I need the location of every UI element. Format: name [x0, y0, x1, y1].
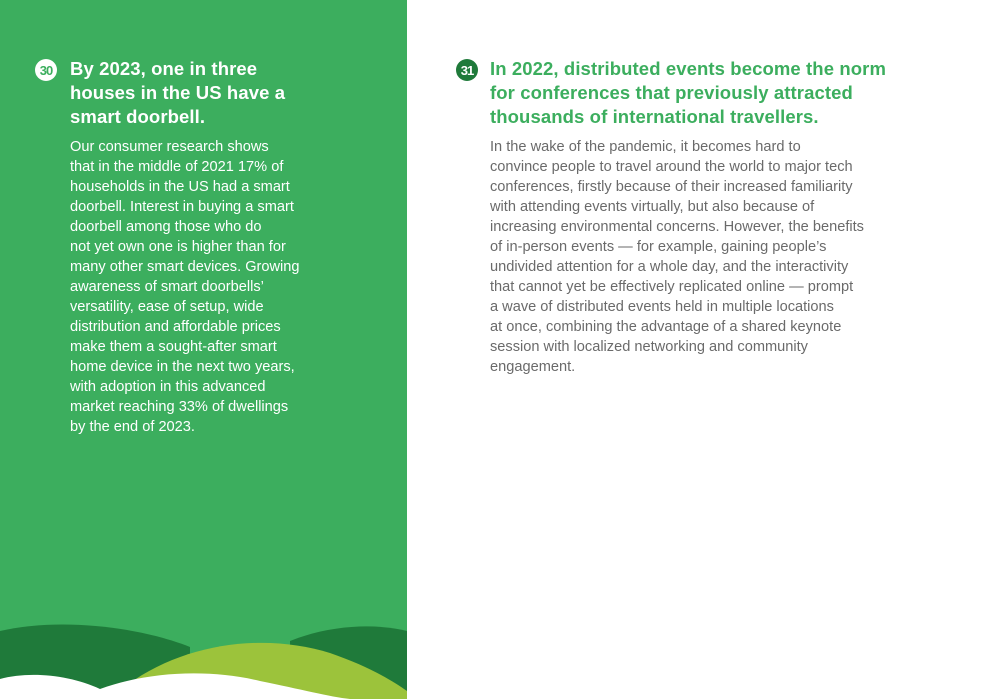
body-line: with adoption in this advanced: [70, 379, 266, 395]
body-line: Our consumer research shows: [70, 139, 269, 155]
body-line: doorbell. Interest in buying a smart: [70, 199, 294, 215]
body-line: market reaching 33% of dwellings: [70, 399, 289, 415]
body-line: engagement.: [490, 359, 576, 375]
body-line: doorbell among those who do: [70, 219, 262, 235]
heading-line: In 2022, distributed events become the norm: [490, 58, 886, 79]
body-line: with attending events virtually, but also because of: [490, 199, 815, 215]
body-line: convince people to travel around the world to major tech: [490, 159, 853, 175]
left-heading: [70, 57, 370, 129]
body-line: households in the US had a smart: [70, 179, 290, 195]
decorative-hills-graphic: [0, 619, 407, 699]
right-heading: [490, 57, 930, 129]
body-line: undivided attention for a whole day, and the interactivity: [490, 259, 849, 275]
body-line: of in-person events — for example, gaining people’s: [490, 239, 827, 255]
body-line: In the wake of the pandemic, it becomes hard to: [490, 139, 801, 155]
body-line: conferences, firstly because of their increased familiarity: [490, 179, 853, 195]
heading-line: By 2023, one in three: [70, 58, 258, 79]
body-line: awareness of smart doorbells’: [70, 279, 264, 295]
heading-line: houses in the US have a: [70, 82, 286, 103]
heading-line: thousands of international travellers.: [490, 106, 819, 127]
body-line: home device in the next two years,: [70, 359, 295, 375]
body-line: a wave of distributed events held in multiple locations: [490, 299, 834, 315]
body-line: that cannot yet be effectively replicated online — prompt: [490, 279, 854, 295]
item-number-badge-30: 30: [35, 59, 57, 81]
body-line: make them a sought-after smart: [70, 339, 277, 355]
body-line: versatility, ease of setup, wide: [70, 299, 264, 315]
heading-line: smart doorbell.: [70, 106, 206, 127]
body-line: distribution and affordable prices: [70, 319, 281, 335]
right-body-text: [490, 137, 920, 377]
body-line: by the end of 2023.: [70, 419, 195, 435]
heading-line: for conferences that previously attracted: [490, 82, 853, 103]
body-line: at once, combining the advantage of a shared keynote: [490, 319, 842, 335]
body-line: that in the middle of 2021 17% of: [70, 159, 284, 175]
body-line: session with localized networking and community: [490, 339, 808, 355]
body-line: many other smart devices. Growing: [70, 259, 300, 275]
body-line: not yet own one is higher than for: [70, 239, 286, 255]
item-number-badge-31: 31: [456, 59, 478, 81]
left-body-text: [70, 137, 338, 437]
body-line: increasing environmental concerns. However, the benefits: [490, 219, 864, 235]
